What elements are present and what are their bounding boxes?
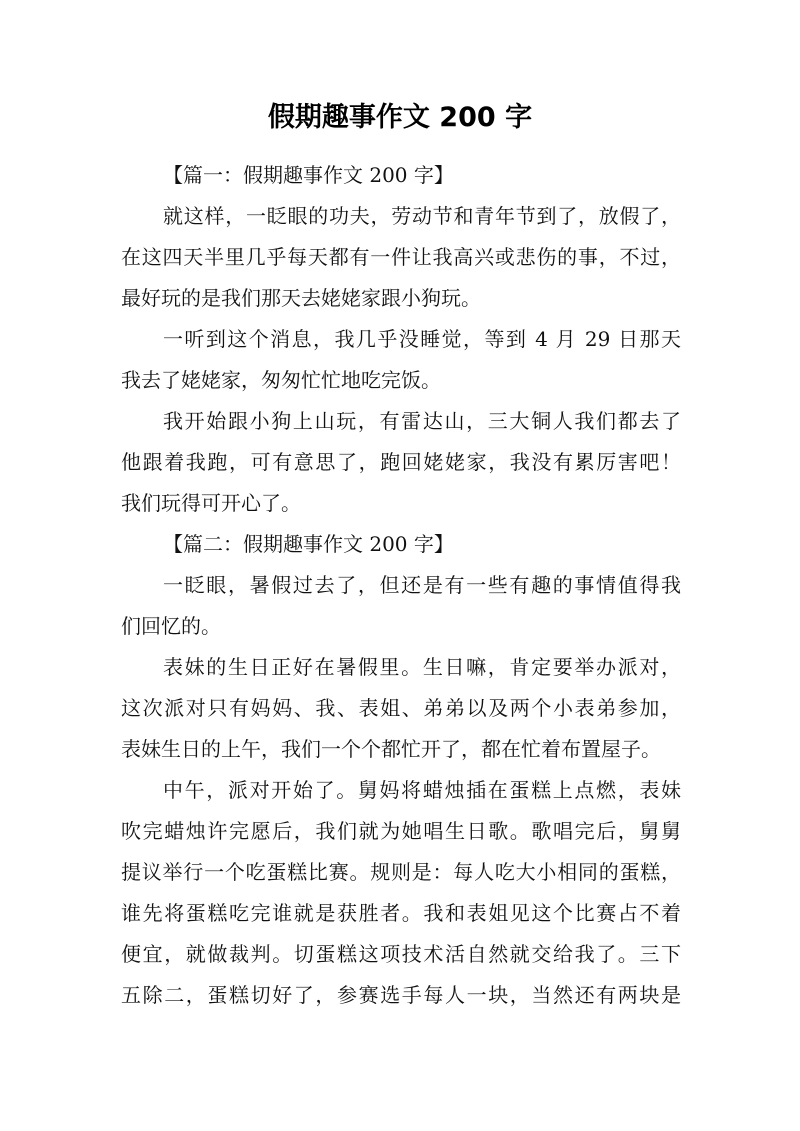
text-line: 们回忆的。 xyxy=(121,614,221,638)
text-line: 表妹的生日正好在暑假里。生日嘛，肯定要举办派对， xyxy=(163,655,681,679)
document-body xyxy=(121,155,681,1016)
text-line: 表妹生日的上午，我们一个个都忙开了，都在忙着布置屋子。 xyxy=(121,737,661,761)
text-line: 我们玩得可开心了。 xyxy=(121,491,301,515)
text-line: 吹完蜡烛许完愿后，我们就为她唱生日歌。歌唱完后，舅舅 xyxy=(121,819,681,843)
text-line: 中午，派对开始了。舅妈将蜡烛插在蛋糕上点燃，表妹 xyxy=(163,778,681,802)
text-line: 最好玩的是我们那天去姥姥家跟小狗玩。 xyxy=(121,286,481,310)
text-line: 在这四天半里几乎每天都有一件让我高兴或悲伤的事，不过， xyxy=(121,245,681,269)
text-line: 一听到这个消息，我几乎没睡觉，等到 4 月 29 日那天 xyxy=(163,327,681,351)
text-line: 就这样，一眨眼的功夫，劳动节和青年节到了，放假了， xyxy=(163,204,681,228)
text-line: 便宜，就做裁判。切蛋糕这项技术活自然就交给我了。三下 xyxy=(121,942,681,966)
text-line: 他跟着我跑，可有意思了，跑回姥姥家，我没有累厉害吧！ xyxy=(121,450,681,474)
text-line: 我开始跟小狗上山玩，有雷达山，三大铜人我们都去了 xyxy=(163,409,681,433)
text-line: 谁先将蛋糕吃完谁就是获胜者。我和表姐见这个比赛占不着 xyxy=(121,901,681,925)
text-line: 这次派对只有妈妈、我、表姐、弟弟以及两个小表弟参加， xyxy=(121,696,681,720)
section-heading: 【篇二：假期趣事作文 200 字】 xyxy=(163,532,454,556)
text-line: 五除二，蛋糕切好了，参赛选手每人一块，当然还有两块是 xyxy=(121,983,681,1007)
document-title: 假期趣事作文 200 字 xyxy=(267,102,533,133)
text-line: 提议举行一个吃蛋糕比赛。规则是：每人吃大小相同的蛋糕， xyxy=(121,860,681,884)
section-heading: 【篇一：假期趣事作文 200 字】 xyxy=(163,163,454,187)
text-line: 一眨眼，暑假过去了，但还是有一些有趣的事情值得我 xyxy=(163,573,681,597)
text-line: 我去了姥姥家，匆匆忙忙地吃完饭。 xyxy=(121,368,441,392)
